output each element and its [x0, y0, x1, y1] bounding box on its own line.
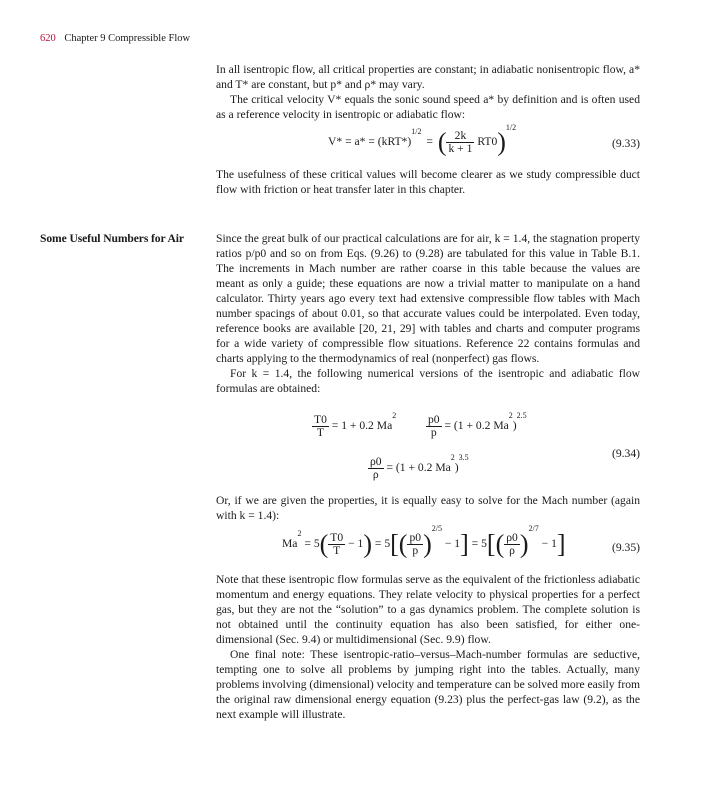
- eq934-a-den: T: [316, 426, 324, 439]
- eq935-bracket-b-open: [: [390, 529, 399, 559]
- eq933-equals: =: [426, 135, 433, 149]
- eq933-tail: RT0: [477, 135, 498, 149]
- page-number: 620: [40, 33, 56, 44]
- eq935-number: (9.35): [611, 541, 640, 554]
- eq935-t: T: [333, 544, 341, 557]
- eq935-t0: T0: [330, 531, 344, 544]
- eq935-sq: 2: [297, 529, 302, 539]
- equation-9-35: $Ma^2 = 5$( $\frac{T0}{T}$ − 1) = 5[( $\frac{p0}{p}$ )$^{2/5}$ − 1] = 5[( $\frac{\rho 0}{\rho}$ )$^{2/7}$ − 1] (9.35): [282, 524, 640, 559]
- section-heading: Some Useful Numbers for Air: [40, 232, 184, 245]
- eq934-b-rhs: = (1 + 0.2 Ma: [444, 419, 509, 433]
- paragraph-6: Or, if we are given the properties, it is equally easy to solve for the Mach number (again with k = 1.4):: [216, 494, 640, 522]
- paragraph-2: The critical velocity V* equals the sonic sound speed a* by definition and is often used as a reference velocity in isentropic or adiabatic flow:: [216, 93, 640, 121]
- eq934-c-sq: 2: [450, 453, 455, 463]
- eq935-bracket-c-open: [: [486, 529, 496, 559]
- eq935-paren-a-close: ): [363, 529, 372, 559]
- eq934-a-sq: 2: [392, 411, 397, 421]
- eq935-paren-c-close: ): [519, 529, 529, 559]
- eq934-b-sq: 2: [508, 411, 513, 421]
- eq934-temperature: [312, 411, 397, 439]
- eq935-five-c: 5: [481, 537, 487, 551]
- closing-block: [216, 572, 640, 722]
- eq934-c-exp: 3.5: [458, 453, 469, 463]
- eq933-frac-num: 2k: [446, 130, 474, 143]
- eq933-paren-open: (: [437, 127, 447, 157]
- paragraph-3-block: [216, 167, 640, 197]
- paragraph-8: One final note: These isentropic-ratio–versus–Mach-number formulas are seductive, tempting one to solve all problems by jumping right into the tables. Actually, many problems involving (dimensional) velocity and temperature can be solved more easily from the original raw dimensional energy equation (9.23) plus the perfect-gas law (9.2), as the next example will illustrate.: [216, 648, 641, 721]
- eq935-rho0: ρ0: [506, 531, 518, 544]
- eq933-exp: 1/2: [411, 127, 422, 137]
- paragraph-1: In all isentropic flow, all critical properties are constant; in adiabatic nonisentropic flow, a* and T* are constant, but p* and ρ* may vary.: [216, 63, 640, 91]
- eq935-minus-c: − 1: [541, 537, 557, 551]
- paragraph-5: For k = 1.4, the following numerical versions of the isentropic and adiabatic flow formulas are obtained:: [216, 367, 640, 395]
- main-block: [216, 231, 640, 396]
- eq935-p0: p0: [409, 531, 422, 544]
- equation-9-34: [216, 411, 640, 484]
- eq934-b-den: p: [430, 426, 437, 439]
- eq934-c-rhs: = (1 + 0.2 Ma: [386, 461, 451, 475]
- eq935-minus-a: − 1: [348, 537, 364, 551]
- intro-block: [216, 62, 640, 122]
- eq935-paren-b-open: (: [398, 529, 408, 559]
- eq935-p: p: [412, 544, 419, 557]
- paragraph-3: The usefulness of these critical values will become clearer as we study compressible duct flow with friction or heat transfer later in this chapter.: [216, 168, 640, 196]
- eq934-b-num: p0: [428, 413, 440, 426]
- eq933-lhs: V* = a* = (kRT*): [328, 135, 412, 149]
- eq934-number: (9.34): [611, 447, 640, 460]
- paragraph-7: Note that these isentropic flow formulas serve as the equivalent of the frictionless adiabatic momentum and energy equations. They relate velocity to physical properties for a perfect gas, but they are not the “solution” to a gas dynamics problem. The complete solution is not obtained until the continuity equation has also been satisfied, for either one-dimensional (Sec. 9.4) or multidimensional (Sec. 9.9) flow.: [216, 573, 640, 646]
- eq935-bracket-c-close: ]: [556, 529, 566, 559]
- paragraph-4: Since the great bulk of our practical calculations are for air, k = 1.4, the stagnation property ratios p/p0 and so on from Eqs. (9.26) to (9.28) are tabulated for this value in Table B.1. The increments in Mach number are rather coarse in this table because the values are meant as only a guide; these equations are now a trivial matter to manipulate on a hand calculator. Thirty years ago every text had extensive compressible flow tables with Mach number spacings of about 0.01, so that accurate values could be interpolated. Even today, reference books are available [20, 21, 29] with tables and charts and computer programs for a wide variety of compressible flow situations. Reference 22 contains formulas and charts applying to the thermodynamics of real (nonperfect) gas flows.: [216, 232, 640, 365]
- running-header: [40, 31, 190, 46]
- eq934-a-num: T0: [314, 413, 327, 426]
- equation-9-33: [216, 123, 640, 162]
- eq934-density: $\frac{\rho 0}{\rho}$ = (1 + 0.2 Ma$^2$)$^{3.5}$: [370, 453, 469, 481]
- eq935-exp-2: 2/7: [528, 524, 539, 534]
- eq935-rho: ρ: [509, 544, 515, 557]
- eq934-c-num: ρ0: [370, 455, 382, 468]
- eq934-b-exp: 2.5: [516, 411, 527, 421]
- chapter-title: Chapter 9 Compressible Flow: [64, 33, 191, 44]
- paragraph-6-block: [216, 493, 640, 523]
- eq935-bracket-b-close: ]: [460, 529, 469, 559]
- eq935-paren-c-open: (: [495, 529, 505, 559]
- eq933-exp-2: 1/2: [505, 123, 517, 133]
- eq933-fraction: [446, 130, 474, 155]
- eq933-frac-den: k + 1: [448, 142, 473, 155]
- eq935-paren-b-close: ): [423, 529, 432, 559]
- eq933-number: (9.33): [611, 137, 640, 150]
- eq934-pressure: $\frac{p0}{p}$ = (1 + 0.2 Ma$^2$)$^{2.5}$: [428, 411, 527, 439]
- eq934-a-rhs: = 1 + 0.2 Ma: [331, 419, 393, 433]
- eq934-c-den: ρ: [372, 468, 379, 481]
- eq935-exp-1: 2/5: [431, 524, 442, 534]
- eq935-five-a: 5: [313, 537, 320, 551]
- eq933-paren-close: ): [497, 127, 506, 157]
- eq935-minus-b: − 1: [444, 537, 461, 551]
- eq935-five-b: 5: [384, 537, 391, 551]
- eq935-paren-a-open: (: [319, 529, 329, 559]
- eq935-lhs: Ma: [282, 537, 298, 551]
